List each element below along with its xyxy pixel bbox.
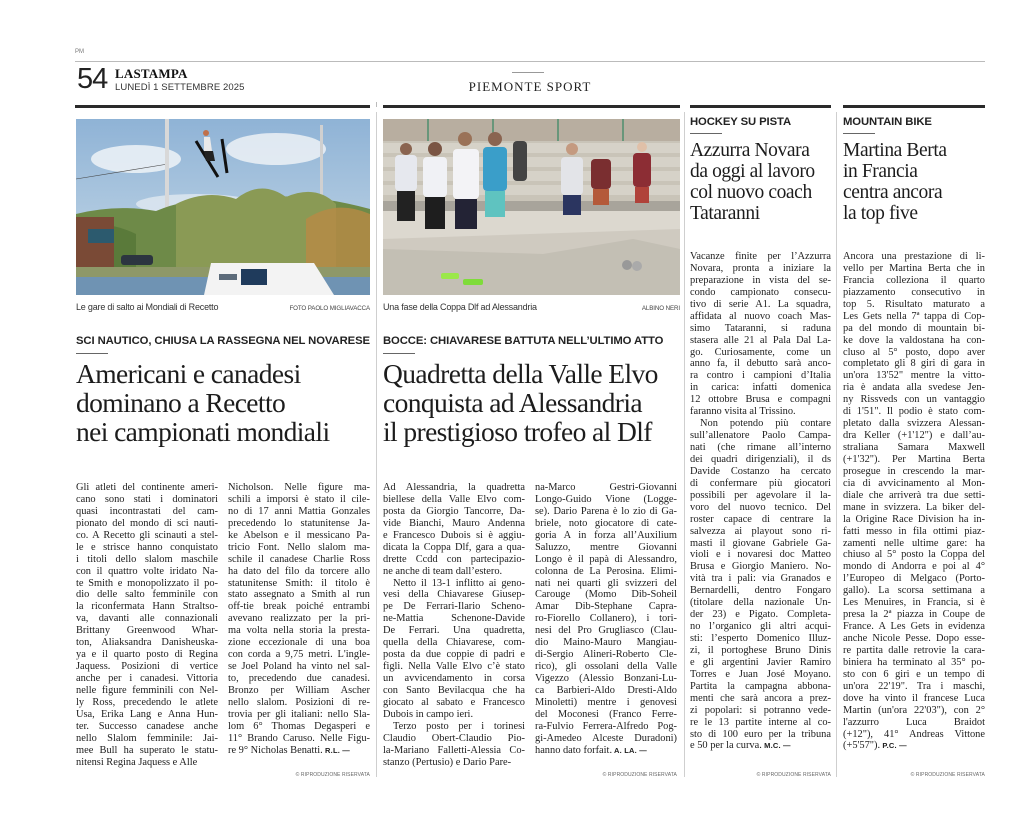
body-text-line: nesi del Pro Grugliasco (Clau- xyxy=(535,625,677,637)
photo-caption: Le gare di salto ai Mondiali di Recetto xyxy=(76,302,219,312)
body-text-line: straliana Samara Maxwell xyxy=(843,442,985,453)
article-headline xyxy=(690,140,815,224)
body-text-line: del Moconesi (Franco Ferre- xyxy=(535,708,677,720)
headline-line: Quadretta della Valle Elvo xyxy=(383,358,658,389)
body-text-line: vesi della Chiavarese Giusep- xyxy=(383,589,525,601)
body-text-line: nello Slalom femminile: Jai- xyxy=(76,732,218,744)
body-text-line: sull’allenatore Paolo Campa- xyxy=(690,430,831,442)
body-text-line: Dubois in campo ieri. xyxy=(383,708,474,720)
headline-line: il prestigioso trofeo al Dlf xyxy=(383,416,652,447)
body-text-line: Les Menuires, in Francia, si è xyxy=(843,597,985,609)
body-text-line: colonna de La Perosina. Elimi- xyxy=(535,565,677,577)
headline-line: in Francia xyxy=(843,161,918,182)
body-text-line: stato assegnato a Smith al run xyxy=(228,589,370,601)
article-body-column xyxy=(76,482,218,769)
body-text-line: l’Europeo di Melgaco (Porto- xyxy=(843,573,985,585)
body-text-line: briele, noto giocatore di cate- xyxy=(535,517,677,529)
body-text-line: Ancora una prestazione di li- xyxy=(843,251,985,262)
body-text-line: la-Mariano Falletti-Alessia Co- xyxy=(383,744,525,756)
body-text-line: tricio Font. Nello slalom ma- xyxy=(228,541,370,553)
body-text-line: figli. Nella Valle Elvo c’è stato xyxy=(383,661,525,673)
body-text-line: e gli argentini Javier Ramiro xyxy=(690,656,831,668)
waterski-photo-illustration xyxy=(76,119,370,295)
body-text-line: rico), gli ossolani della Valle xyxy=(535,661,677,673)
body-text-line: vello per Martina Berta che in xyxy=(843,262,985,274)
body-text-line: la Origine Race Division ha in- xyxy=(843,513,985,525)
body-text-line: Amar Dib-Stephane Capra- xyxy=(535,601,677,613)
article-top-rule xyxy=(690,105,831,108)
body-text-line: ca Barbieri-Aldo Dresti-Aldo xyxy=(535,684,677,696)
body-text-line: Minoletti) mentre i genovesi xyxy=(535,696,677,708)
body-text-line: prosegue in crescendo la mar- xyxy=(843,465,985,477)
body-text-line: anche Nicole Pesse. Dopo esse- xyxy=(843,633,985,644)
article-body-column xyxy=(690,251,831,752)
body-text-line: di-Sergio Alineri-Roberto Cle- xyxy=(535,649,677,661)
body-text-line: zione eccezionale di una boa xyxy=(228,637,370,649)
body-text-line: statunitense Smith: il titolo è xyxy=(228,577,370,589)
body-text-line: zi, il portoghese Bruno Dinis xyxy=(690,644,831,656)
column-separator xyxy=(836,112,837,777)
body-text-line: to, precedendo due canadesi. xyxy=(228,673,370,684)
article-top-rule xyxy=(843,105,985,108)
body-text-line: piazzamento consecutivo in xyxy=(843,286,985,298)
body-text-line: anche per i canadesi. Vittoria xyxy=(76,673,218,684)
body-text-line: Brittany Greenwood Whar- xyxy=(76,625,218,637)
photo-credit: FOTO PAOLO MIGLIAVACCA xyxy=(289,305,370,312)
body-text-line: pa del mondo di mountain bi- xyxy=(843,322,985,334)
body-text-line: Terzo posto per i torinesi xyxy=(393,720,525,732)
photo-caption: Una fase della Coppa Dlf ad Alessandria xyxy=(383,302,537,312)
body-text-line: preparazione in vista del se- xyxy=(690,274,831,286)
body-text-line: quella della Chiavarese, com- xyxy=(383,637,525,649)
body-text-line: nitensi Regina Jaquess e Alle xyxy=(76,756,198,768)
edition-label: PM xyxy=(75,49,84,55)
body-text-line: Vacanze finite per l’Azzurra xyxy=(690,251,831,262)
body-text-line: Non potendo più contare xyxy=(700,418,831,430)
top-rule xyxy=(75,61,985,62)
body-text-line: re le 13 partite interne al co- xyxy=(690,716,831,728)
body-text-line: se Joel Poland ha vinto nel sal- xyxy=(228,661,370,673)
body-text-line: ma volta nella storia la presta- xyxy=(228,625,370,637)
body-text-line: hanno dato forfait. A. LA. — xyxy=(535,744,647,756)
body-text-line: anno fa, il debutto sarà anco- xyxy=(690,358,831,370)
photo-waterski-jump xyxy=(76,119,370,295)
article-kicker: HOCKEY SU PISTA xyxy=(690,116,792,128)
body-text-line: Bernardelli, dentro Fongaro xyxy=(690,585,831,597)
copyright-notice: © RIPRODUZIONE RISERVATA xyxy=(295,772,370,778)
headline-line: Americani e canadesi xyxy=(76,358,301,389)
photo-bocce-players xyxy=(383,119,680,295)
copyright-notice: © RIPRODUZIONE RISERVATA xyxy=(756,772,831,778)
body-text-line: ra contro i campioni d’Italia xyxy=(690,370,831,382)
body-text-line: co. A Recetto gli scinauti a stel- xyxy=(76,529,218,541)
body-text-line: Saluzzo, mentre Giovanni xyxy=(535,541,677,553)
body-text-line: Longo è il papà di Alessandro, xyxy=(535,553,677,565)
body-text-line: Vigezzo (Alessio Bonzani-Lu- xyxy=(535,673,677,684)
body-text-line: (+12"), 41° Andreas Vittone xyxy=(843,728,985,740)
article-headline xyxy=(76,359,330,446)
article-body-column xyxy=(383,482,525,769)
body-text-line: cano sono stati i dominatori xyxy=(76,493,218,505)
body-text-line: (+1'32"). Per Martina Berta xyxy=(843,453,985,465)
body-text-line: avevano realizzato per la pri- xyxy=(228,613,370,625)
body-text-line: un'ora 22'19". Tra i maschi, xyxy=(843,680,985,692)
body-text-line: Martin (un'ora 22'03"), con 2° xyxy=(843,704,985,716)
body-text-line: masti il giovane Gabriele Ga- xyxy=(690,537,831,549)
body-text-line: zi popolari: si potranno vede- xyxy=(690,704,831,716)
copyright-notice: © RIPRODUZIONE RISERVATA xyxy=(910,772,985,778)
body-text-line: la riconfermata Hann Straltso- xyxy=(76,601,218,613)
body-text-line: 12 ottobre Brusa e compagni xyxy=(690,394,831,406)
body-text-line: ly Ross, precedendo le atlete xyxy=(76,696,218,708)
body-text-line: lom 6° Thomas Degasperi e xyxy=(228,720,370,732)
body-text-line: con Santo Bevilacqua che ha xyxy=(383,684,525,696)
article-body-column xyxy=(843,251,985,752)
body-text-line: (titolare della nazionale Un- xyxy=(690,597,831,609)
body-text-line: (+5'57"). P.C. — xyxy=(843,740,907,752)
body-text-line: De Ferrari. Una quadretta, xyxy=(383,625,525,637)
body-text-line: l'azzurro Luca Braidot xyxy=(843,716,985,728)
body-text-line: gallo). La scorsa settimana a xyxy=(843,585,985,597)
headline-line: centra ancora xyxy=(843,182,943,203)
body-text-line: sto di 100 euro per la tribuna xyxy=(690,728,831,740)
body-text-line: ra-Fulvio Ferrera-Alfredo Pog- xyxy=(535,720,677,732)
body-text-line: dove ha vinto il francese Luca xyxy=(843,692,985,704)
headline-line: nei campionati mondiali xyxy=(76,416,330,447)
body-text-line: chiuso al 5° posto la Coppa del xyxy=(843,549,985,561)
body-text-line: biniera ha terminato al 35° po- xyxy=(843,656,985,668)
body-text-line: e 50 per la curva. M.C. — xyxy=(690,740,791,752)
kicker-rule xyxy=(383,353,415,354)
article-body-column xyxy=(535,482,677,757)
headline-line: Martina Berta xyxy=(843,140,947,161)
body-text-line: ha dato del filo da torcere allo xyxy=(228,565,370,577)
article-headline xyxy=(843,140,947,224)
body-text-line: in carica: infatti domenica xyxy=(690,382,831,394)
body-text-line: affidata al nuovo coach Mas- xyxy=(690,310,831,322)
headline-line: Tataranni xyxy=(690,203,760,224)
body-text-line: pionato del mondo di sci nauti- xyxy=(76,517,218,529)
body-text-line: i titoli dello slalom maschile xyxy=(76,553,218,565)
body-text-line: faranno visita al Trissino. xyxy=(690,406,796,418)
body-text-line: ro-Fiorello Collanero), i tori- xyxy=(535,613,677,625)
body-text-line: posta da Giorgio Tancorre, Da- xyxy=(383,505,525,517)
body-text-line: ya e il quarto posto di Regina xyxy=(76,649,218,661)
body-text-line: cluso al 5° posto, dopo aver xyxy=(843,346,985,358)
headline-line: col nuovo coach xyxy=(690,182,812,203)
body-text-line: tivo di serie A1. La squadra, xyxy=(690,298,831,310)
headline-line: Azzurra Novara xyxy=(690,140,810,161)
body-text-line: ne anche di team dall’estero. xyxy=(383,565,503,577)
body-text-line: 11° Brando Caruso. Nelle Figu- xyxy=(228,732,370,744)
body-text-line: con corda a 9,75 metri. L'ingle- xyxy=(228,649,370,661)
article-top-rule xyxy=(75,105,370,108)
body-text-line: Bronzo per William Ascher xyxy=(228,684,370,696)
body-text-line: pletato dalla svizzera Alessan- xyxy=(843,418,985,430)
body-text-line: presa la 2ª piazza in Coupe de xyxy=(843,609,985,621)
headline-line: la top five xyxy=(843,203,918,224)
author-signature: R.L. — xyxy=(322,745,350,755)
newspaper-logo: LASTAMPA xyxy=(115,66,188,81)
body-text-line: schili a imporsi è stato il cile- xyxy=(228,493,370,505)
body-text-line: go. Curiosamente, come un xyxy=(690,346,831,358)
body-text-line: dei quadri dirigenziali), il ds xyxy=(690,453,831,465)
body-text-line: ria è andata alla svedese Jen- xyxy=(843,382,985,394)
article-body-column xyxy=(228,482,370,757)
body-text-line: va, davanti alle connazionali xyxy=(76,613,218,625)
body-text-line: Gli atleti del continente ameri- xyxy=(76,482,218,493)
photo-credit: ALBINO NERI xyxy=(641,305,680,312)
section-title: PIEMONTE SPORT xyxy=(468,79,592,94)
bocce-photo-illustration xyxy=(383,119,680,295)
body-text-line: le e strisce hanno conquistato xyxy=(76,541,218,553)
article-kicker: SCI NAUTICO, CHIUSA LA RASSEGNA NEL NOVARESE xyxy=(76,335,370,347)
body-text-line: Longo-Guido Vione (Logge- xyxy=(535,493,677,505)
body-text-line: zamenti nelle ultime gare: ha xyxy=(843,537,985,549)
body-text-line: re 9° Nicholas Benatti. R.L. — xyxy=(228,744,350,756)
body-text-line: di 1'51". Il podio è stato com- xyxy=(843,406,985,418)
body-text-line: re partita dalle retrovie la cara- xyxy=(843,644,985,656)
body-text-line: sto con 6 giri e un tempo di xyxy=(843,668,985,680)
body-text-line: dio Maino-Mauro Mangiau- xyxy=(535,637,677,649)
body-text-line: vità tra i pali: via Granados e xyxy=(690,573,831,585)
body-text-line: nati (che rimane all’interno xyxy=(690,442,831,453)
article-headline xyxy=(383,359,658,446)
body-text-line: di confermare più giocatori xyxy=(690,477,831,489)
kicker-rule xyxy=(843,133,875,134)
body-text-line: ny Rissveds con un vantaggio xyxy=(843,394,985,406)
body-text-line: simo Tataranni, si raduna xyxy=(690,322,831,334)
body-text-line: schile il canadese Charlie Ross xyxy=(228,553,370,565)
body-text-line: na-Marco Gestri-Giovanni xyxy=(535,482,677,493)
body-text-line: Nicholson. Nelle figure ma- xyxy=(228,482,370,493)
body-text-line: salvezza ai playout sono ri- xyxy=(690,525,831,537)
column-separator xyxy=(684,112,685,777)
kicker-rule xyxy=(690,133,722,134)
author-signature: M.C. — xyxy=(761,741,791,751)
body-text-line: stanzo (Pertusio) e Dario Pare- xyxy=(383,756,512,768)
body-text-line: e Francesco Dubois si è aggiu- xyxy=(383,529,525,541)
body-text-line: roster capace di centrare la xyxy=(690,513,831,525)
body-text-line: pe De Ferrari-Ilario Scheno- xyxy=(383,601,525,613)
body-text-line: mane in svizzera. La biker del- xyxy=(843,501,985,513)
body-text-line: te Smith e monopolizzato il po- xyxy=(76,577,218,589)
article-top-rule xyxy=(383,105,680,108)
body-text-line: der 23) e Pigato. Completa- xyxy=(690,609,831,621)
body-text-line: biellese della Valle Elvo com- xyxy=(383,493,525,505)
body-text-line: voro del nuovo tecnico. Del xyxy=(690,501,831,513)
body-text-line: dicata la Coppa Dlf, gara a qua- xyxy=(383,541,525,553)
body-text-line: Davide Costanzo ha cercato xyxy=(690,465,831,477)
body-text-line: mondo di Andorra e poi al 4° xyxy=(843,561,985,573)
body-text-line: Carouge (Momo Dib-Soheil xyxy=(535,589,677,601)
body-text-line: Ad Alessandria, la quadretta xyxy=(383,482,525,493)
body-text-line: completato gli 8 giri di gara in xyxy=(843,358,985,370)
body-text-line: no l’organico gli altri acqui- xyxy=(690,621,831,633)
body-text-line: off-tie break poiché entrambi xyxy=(228,601,370,613)
body-text-line: condo campionato consecu- xyxy=(690,286,831,298)
body-text-line: dra Keller (+1'12") e dall’au- xyxy=(843,430,985,442)
author-signature: P.C. — xyxy=(880,741,907,751)
body-text-line: trovia per gli italiani: nello Sla- xyxy=(228,708,370,720)
body-text-line: ke Abelson e il messicano Pa- xyxy=(228,529,370,541)
body-text-line: Claudio Obert-Claudio Pio- xyxy=(383,732,525,744)
body-text-line: Francia colleziona il quarto xyxy=(843,274,985,286)
body-text-line: ton, Aliaksandra Danisheuska- xyxy=(76,637,218,649)
article-kicker: MOUNTAIN BIKE xyxy=(843,116,932,128)
body-text-line: nello slalom. Posizioni di re- xyxy=(228,696,370,708)
page-number: 54 xyxy=(77,63,108,95)
body-text-line: Jaquess. Posizioni di vertice xyxy=(76,661,218,673)
issue-date: LUNEDÌ 1 SETTEMBRE 2025 xyxy=(115,82,245,93)
body-text-line: menti che sarà ancora a prez- xyxy=(690,692,831,704)
body-text-line: violi e i novaresi doc Matteo xyxy=(690,549,831,561)
body-text-line: diale che arriverà tra due setti- xyxy=(843,489,985,501)
body-text-line: stasera alle 21 al Pala Dal La- xyxy=(690,334,831,346)
headline-line: conquista ad Alessandria xyxy=(383,387,643,418)
body-text-line: un'ora 13'52" mentre la vitto- xyxy=(843,370,985,382)
column-separator xyxy=(376,112,377,777)
body-text-line: no di 17 anni Mattia Gonzales xyxy=(228,505,370,517)
body-text-line: posta da due coppie di padri e xyxy=(383,649,525,661)
body-text-line: France. A Les Gets in evidenza xyxy=(843,621,985,633)
body-text-line: giocato al sabato e Francesco xyxy=(383,696,525,708)
body-text-line: Torres e Juan José Moyano. xyxy=(690,668,831,680)
body-text-line: fatti messo in fila ottimi piaz- xyxy=(843,525,985,537)
headline-line: da oggi al lavoro xyxy=(690,161,815,182)
body-text-line: quasi incontrastati del cam- xyxy=(76,505,218,517)
body-text-line: sti: l’esperto Domenico Illuz- xyxy=(690,633,831,644)
body-text-line: dio delle salto femminile con xyxy=(76,589,218,601)
body-text-line: precedendo lo statunitense Ja- xyxy=(228,517,370,529)
body-text-line: con il quattro volte iridato Na- xyxy=(76,565,218,577)
body-text-line: vide Bianchi, Mauro Andenna xyxy=(383,517,525,529)
article-kicker: BOCCE: CHIAVARESE BATTUTA NELL’ULTIMO ATTO xyxy=(383,335,664,347)
body-text-line: Brusa e Giorgio Maniero. No- xyxy=(690,561,831,573)
body-text-line: goria A in forza all’Auxilium xyxy=(535,529,677,541)
copyright-notice: © RIPRODUZIONE RISERVATA xyxy=(602,772,677,778)
body-text-line: gi-Amedeo Alceste Duradoni) xyxy=(535,732,677,744)
body-text-line: ne-Mattia Schenone-Davide xyxy=(383,613,525,625)
body-text-line: se). Dario Parena è lo zio di Ga- xyxy=(535,505,677,517)
body-text-line: Netto il 13-1 inflitto ai geno- xyxy=(393,577,525,589)
body-text-line: ter. Successo canadese anche xyxy=(76,720,218,732)
body-text-line: mee Bull ha superato le statu- xyxy=(76,744,218,756)
body-text-line: Usa, Erika Lang e Anna Hun- xyxy=(76,708,218,720)
body-text-line: Partita la campagna abbona- xyxy=(690,680,831,692)
body-text-line: Les Gets nella 7ª tappa di Cop- xyxy=(843,310,985,322)
body-text-line: nelle figure femminili con Nel- xyxy=(76,684,218,696)
body-text-line: top 5. Risultato maturato a xyxy=(843,298,985,310)
tick-mark xyxy=(376,102,377,107)
section-divider xyxy=(512,72,544,73)
body-text-line: ke dove la valdostana ha con- xyxy=(843,334,985,346)
headline-line: dominano a Recetto xyxy=(76,387,286,418)
body-text-line: un avvicendamento in corsa xyxy=(383,673,525,684)
body-text-line: Novara, pronta a iniziare la xyxy=(690,262,831,274)
kicker-rule xyxy=(76,353,108,354)
body-text-line: drette Ccdd con partecipazio- xyxy=(383,553,525,565)
body-text-line: possibili per agevolare il la- xyxy=(690,489,831,501)
author-signature: A. LA. — xyxy=(612,745,647,755)
body-text-line: cia di avvicinamento al Mon- xyxy=(843,477,985,489)
body-text-line: nati nei quarti gli svizzeri del xyxy=(535,577,677,589)
